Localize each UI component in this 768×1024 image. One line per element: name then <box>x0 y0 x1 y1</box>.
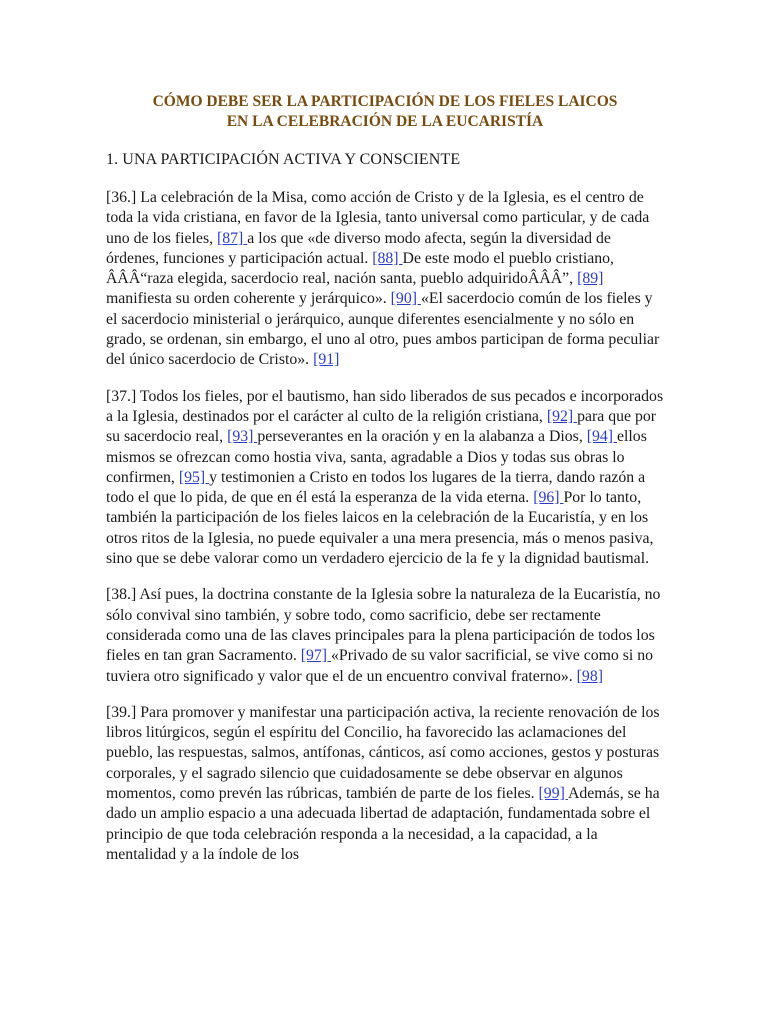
paragraph-text: De este modo el pueblo cristiano, ÂÂÂ“raza elegida, sacerdocio real, nación santa, pueblo adquiridoÂÂÂ”, <box>106 249 614 288</box>
paragraph-text: [37.] Todos los fieles, por el bautismo, han sido liberados de sus pecados e incorporados a la Iglesia, destinados por el carácter al culto de la religión cristiana, <box>106 387 664 425</box>
footnote-ref-link[interactable]: [94] <box>586 428 618 446</box>
footnote-ref-link[interactable]: [90] <box>390 290 421 308</box>
paragraph-text: [38.] Así pues, la doctrina constante de la Iglesia sobre la naturaleza de la Eucaristía, no sólo convival sino también, y sobre todo, como sacrificio, debe ser rectamente considerada como una de las claves principales para la plena participación de todos los fieles en tan gran Sacramento. <box>106 586 661 665</box>
footnote-ref-link[interactable]: [92] <box>546 407 578 425</box>
paragraph-text: manifiesta su orden coherente y jerárquico». <box>106 290 391 308</box>
paragraph-text: Además, se ha dado un amplio espacio a una adecuada libertad de adaptación, fundamentada sobre el principio de que toda celebración responda a la necesidad, a la capacidad, a la mentalidad y a la índole de los <box>106 785 660 863</box>
footnote-ref-link[interactable]: [97] <box>300 647 332 665</box>
paragraph-text: [36.] La celebración de la Misa, como acción de Cristo y de la Iglesia, es el centro de toda la vida cristiana, en favor de la Iglesia, tanto universal como particular, y de cada uno de los fieles, <box>106 189 650 247</box>
paragraph-text: perseverantes en la oración y en la alabanza a Dios, <box>257 428 587 446</box>
footnote-ref-link[interactable]: [91] <box>313 351 340 369</box>
paragraph-text: para que por su sacerdocio real, <box>106 407 657 446</box>
paragraph <box>106 188 664 371</box>
paragraph-text: ellos mismos se ofrezcan como hostia viva, santa, agradable a Dios y todas sus obras lo confirmen, <box>106 428 647 486</box>
paragraph <box>106 703 664 865</box>
footnote-ref-link[interactable]: [99] <box>538 785 568 803</box>
footnote-ref-link[interactable]: [98] <box>576 667 603 685</box>
title-line-2: EN LA CELEBRACIÓN DE LA EUCARISTÍA <box>226 113 544 130</box>
paragraph-text: «El sacerdocio común de los fieles y el sacerdocio ministerial o jerárquico, aunque diferentes esencialmente y no sólo en grado, se ordenan, sin embargo, el uno al otro, pues ambos participan de forma peculiar del único sacerdocio de Cristo». <box>106 290 660 369</box>
paragraph-text: Por lo tanto, también la participación de los fieles laicos en la celebración de la Eucaristía, y en los otros ritos de la Iglesia, no puede equivaler a una mera presencia, más o menos pasiva, sino que se debe valorar como un verdadero ejercicio de la fe y la dignidad bautismal. <box>106 489 654 568</box>
document-title <box>106 92 664 132</box>
footnote-ref-link[interactable]: [87] <box>217 229 248 247</box>
paragraph <box>106 387 664 570</box>
footnote-ref-link[interactable]: [96] <box>533 489 564 507</box>
footnote-ref-link[interactable]: [93] <box>227 428 258 446</box>
section-heading: 1. UNA PARTICIPACIÓN ACTIVA Y CONSCIENTE <box>106 151 461 168</box>
footnote-ref-link[interactable]: [95] <box>178 468 210 486</box>
paragraph-text: [39.] Para promover y manifestar una participación activa, la reciente renovación de los libros litúrgicos, según el espíritu del Concilio, ha favorecido las aclamaciones del pueblo, las respuestas, salmos, antífonas, cánticos, así como acciones, gestos y posturas corporales, y el sagrado silencio que cuidadosamente se debe observar en algunos momentos, como prevén las rúbricas, también de parte de los fieles. <box>106 703 660 803</box>
paragraph-text: a los que «de diverso modo afecta, según la diversidad de órdenes, funciones y participación actual. <box>106 229 611 267</box>
paragraphs-container <box>106 188 664 865</box>
footnote-ref-link[interactable]: [89] <box>577 270 604 288</box>
paragraph <box>106 585 664 686</box>
title-line-1: CÓMO DEBE SER LA PARTICIPACIÓN DE LOS FIELES LAICOS <box>152 93 618 110</box>
paragraph-text: y testimonien a Cristo en todos los lugares de la tierra, dando razón a todo el que lo pida, de que en él está la esperanza de la vida eterna. <box>106 468 646 507</box>
paragraph-text: «Privado de su valor sacrificial, se vive como si no tuviera otro significado y valor que el de un encuentro convival fraterno». <box>106 647 654 685</box>
footnote-ref-link[interactable]: [88] <box>372 249 403 267</box>
